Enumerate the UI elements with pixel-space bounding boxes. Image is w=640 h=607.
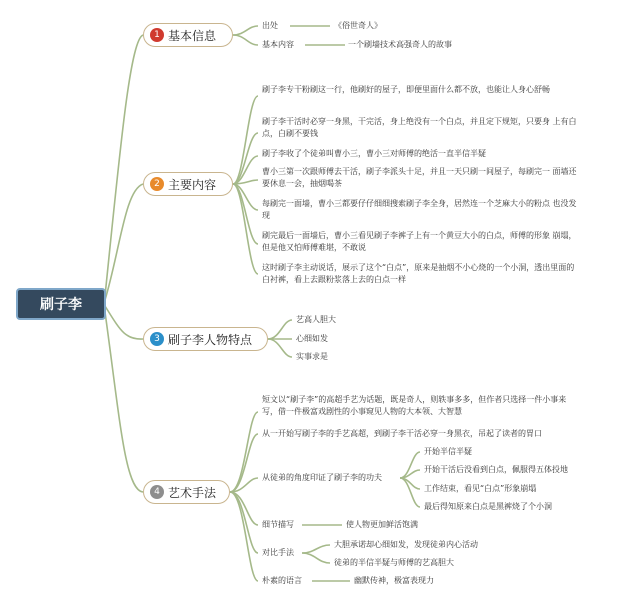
perspective-label: 从徒弟的角度印证了刷子李的功夫 [262, 473, 382, 482]
main-content-item: 每刷完一面墙，曹小三都要仔仔细细搜索刷子李全身，居然连一个芝麻大小的粉点 也没发现 [262, 199, 577, 220]
language-value: 幽默传神，极富表现力 [354, 576, 434, 585]
branch-label: 基本信息 [168, 28, 217, 43]
source-key: 出处 [262, 21, 278, 30]
number-badge-1: 1 [150, 28, 164, 42]
branch-basic-info [143, 23, 233, 47]
branch-label: 主要内容 [168, 177, 217, 192]
contrast-item: 大胆承诺却心细如发，发现徒弟内心活动 [334, 540, 478, 549]
perspective-item: 工作结束，看见“白点”形象崩塌 [424, 484, 537, 493]
detail-value: 使人物更加鲜活饱满 [346, 520, 418, 529]
trait-item: 心细如发 [296, 334, 328, 343]
perspective-item: 最后得知原来白点是黑裤烧了个小洞 [424, 502, 552, 511]
contrast-label: 对比手法 [262, 548, 294, 557]
technique-intro: 短文以“刷子李”的高超手艺为话题，既是奇人，则轶事多多，但作者只选择一件小事来写，借一件极富戏剧性的小事窥见人物的大本领、大智慧 [262, 395, 567, 416]
main-content-item: 刷完最后一面墙后，曹小三看见刷子李裤子上有一个黄豆大小的白点，师傅的形象 崩塌，但是他又怕师傅难堪，不敢说 [262, 231, 577, 252]
number-badge-4: 4 [150, 485, 164, 499]
trait-item: 实事求是 [296, 352, 328, 361]
language-label: 朴素的语言 [262, 576, 302, 585]
technique-intro: 从一开始写刷子李的手艺高超，到刷子李干活必穿一身黑衣，吊起了读者的胃口 [262, 429, 542, 438]
main-content-item: 刷子李专干粉刷这一行，他刷好的屋子，即便里面什么都不放，也能让人身心舒畅 [262, 85, 550, 94]
contrast-item: 徒弟的半信半疑与师傅的艺高胆大 [334, 558, 454, 567]
branch-main-content [143, 172, 233, 196]
main-content-item: 曹小三第一次跟师傅去干活，刷子李派头十足，并且一天只刷一间屋子，每刷完一 面墙还要休息一会，抽烟喝茶 [262, 167, 577, 188]
branch-label: 艺术手法 [168, 485, 217, 500]
main-content-item: 刷子李干活时必穿一身黑，干完活，身上绝没有一个白点，并且定下规矩，只要身 上有白点，白刷不要钱 [262, 117, 577, 138]
root-node: 刷子李 [16, 288, 106, 320]
branch-artistic-techniques [143, 480, 230, 504]
main-content-item: 这时刷子李主动说话，展示了这个“白点”，原来是抽烟不小心烧的一个小洞，透出里面的白衬裤，看上去跟粉浆落上去的白点一样 [262, 263, 575, 284]
source-value: 《俗世奇人》 [334, 21, 382, 30]
detail-label: 细节描写 [262, 520, 294, 529]
branch-label: 刷子李人物特点 [168, 332, 253, 347]
content-key: 基本内容 [262, 40, 294, 49]
branch-character-traits [143, 327, 268, 351]
content-value: 一个刷墙技术高强奇人的故事 [348, 40, 452, 49]
perspective-item: 开始干活后没看到白点，佩服得五体投地 [424, 465, 568, 474]
number-badge-2: 2 [150, 177, 164, 191]
number-badge-3: 3 [150, 332, 164, 346]
perspective-item: 开始半信半疑 [424, 447, 472, 456]
trait-item: 艺高人胆大 [296, 315, 336, 324]
main-content-item: 刷子李收了个徒弟叫曹小三，曹小三对师傅的绝活一直半信半疑 [262, 149, 486, 158]
